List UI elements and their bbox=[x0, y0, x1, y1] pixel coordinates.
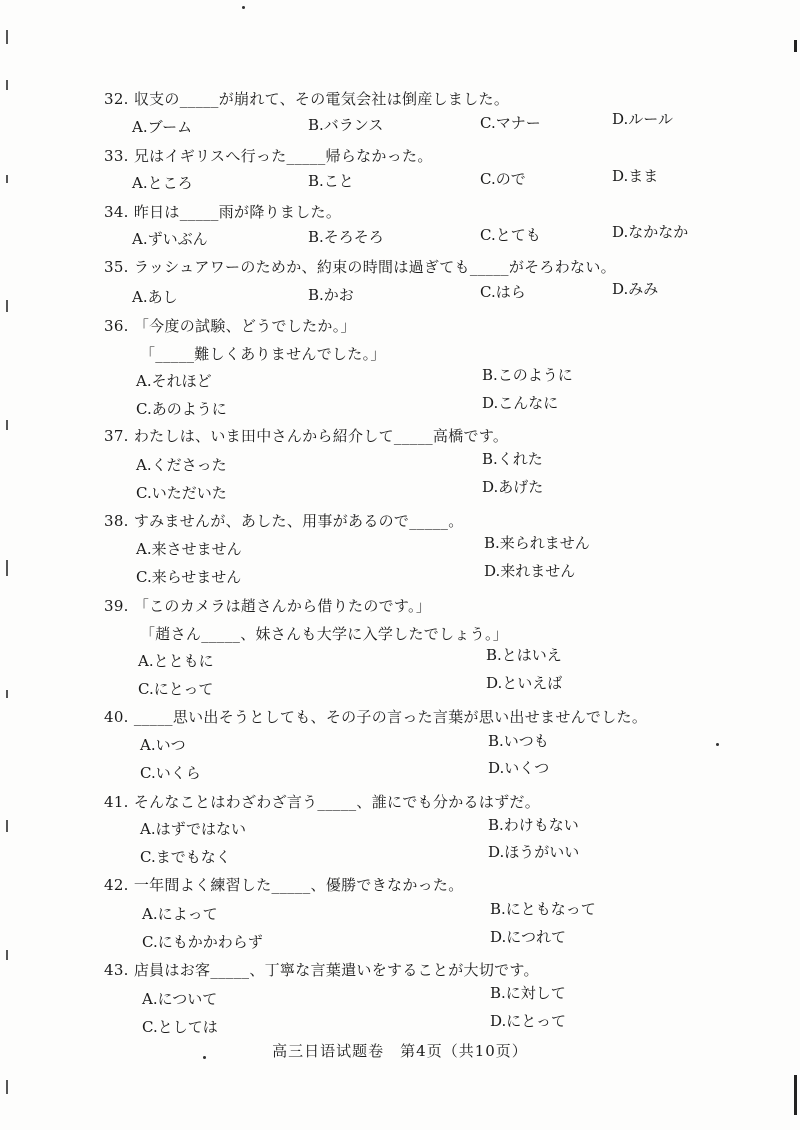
scan-speck bbox=[203, 1056, 206, 1059]
q42-option-a: A.によって bbox=[142, 905, 218, 923]
scan-speck bbox=[242, 6, 245, 9]
q37-option-c: C.いただいた bbox=[136, 484, 227, 502]
left-binding-marks bbox=[4, 0, 14, 1130]
q38-option-a: A.来させません bbox=[136, 540, 242, 558]
q38-option-c: C.来らせません bbox=[136, 568, 242, 586]
q35-option-b: B.かお bbox=[308, 286, 354, 304]
question-32: 32. 収支の_____が崩れて、その電気会社は倒産しました。 bbox=[104, 90, 510, 108]
q40-option-d: D.いくつ bbox=[488, 759, 550, 777]
q41-option-c: C.までもなく bbox=[140, 848, 231, 866]
page-footer: 高三日语试题卷 第4页（共10页） bbox=[272, 1042, 528, 1060]
q34-option-c: C.とても bbox=[480, 226, 541, 244]
q33-option-d: D.まま bbox=[612, 167, 659, 185]
q37-option-b: B.くれた bbox=[482, 450, 543, 468]
q40-option-c: C.いくら bbox=[140, 764, 201, 782]
q43-option-b: B.に対して bbox=[490, 984, 566, 1002]
q39-option-d: D.といえば bbox=[486, 674, 563, 692]
q43-option-c: C.としては bbox=[142, 1018, 218, 1036]
q35-option-d: D.みみ bbox=[612, 280, 659, 298]
q38-option-d: D.来れません bbox=[484, 562, 576, 580]
question-33: 33. 兄はイギリスへ行った_____帰らなかった。 bbox=[104, 147, 433, 165]
q38-option-b: B.来られません bbox=[484, 534, 590, 552]
q37-option-d: D.あげた bbox=[482, 478, 544, 496]
question-34: 34. 昨日は_____雨が降りました。 bbox=[104, 203, 342, 221]
q43-option-a: A.について bbox=[142, 990, 218, 1008]
q39-option-c: C.にとって bbox=[138, 680, 214, 698]
q42-option-b: B.にともなって bbox=[490, 900, 596, 918]
q32-option-d: D.ルール bbox=[612, 110, 673, 128]
q37-option-a: A.くださった bbox=[136, 456, 227, 474]
question-38: 38. すみませんが、あした、用事があるので_____。 bbox=[104, 512, 464, 530]
q36-option-b: B.このように bbox=[482, 366, 573, 384]
q35-option-c: C.はら bbox=[480, 283, 526, 301]
question-41: 41. そんなことはわざわざ言う_____、誰にでも分かるはずだ。 bbox=[104, 793, 541, 811]
q33-option-b: B.こと bbox=[308, 172, 354, 190]
q36-option-a: A.それほど bbox=[136, 372, 212, 390]
question-35: 35. ラッシュアワーのためか、約束の時間は過ぎても_____がそろわない。 bbox=[104, 258, 616, 276]
question-36: 36. 「今度の試験、どうでしたか。」 bbox=[104, 317, 356, 335]
q42-option-d: D.につれて bbox=[490, 928, 566, 946]
q32-option-c: C.マナー bbox=[480, 114, 541, 132]
right-edge-marks bbox=[792, 0, 798, 1130]
question-36-reply: 「_____難しくありませんでした。」 bbox=[140, 345, 386, 363]
q43-option-d: D.にとって bbox=[490, 1012, 566, 1030]
q34-option-d: D.なかなか bbox=[612, 223, 689, 241]
question-40: 40. _____思い出そうとしても、その子の言った言葉が思い出せませんでした。 bbox=[104, 708, 648, 726]
q41-option-b: B.わけもない bbox=[488, 816, 579, 834]
q32-option-b: B.バランス bbox=[308, 116, 384, 134]
q40-option-a: A.いつ bbox=[140, 736, 186, 754]
q42-option-c: C.にもかかわらず bbox=[142, 933, 263, 951]
q36-option-d: D.こんなに bbox=[482, 394, 559, 412]
q40-option-b: B.いつも bbox=[488, 732, 549, 750]
q41-option-d: D.ほうがいい bbox=[488, 843, 580, 861]
q35-option-a: A.あし bbox=[132, 288, 178, 306]
question-43: 43. 店員はお客_____、丁寧な言葉遣いをすることが大切です。 bbox=[104, 961, 539, 979]
q33-option-c: C.ので bbox=[480, 170, 526, 188]
question-39-reply: 「趙さん_____、妹さんも大学に入学したでしょう。」 bbox=[140, 625, 509, 643]
scan-speck bbox=[716, 743, 719, 746]
q36-option-c: C.あのように bbox=[136, 400, 227, 418]
question-42: 42. 一年間よく練習した_____、優勝できなかった。 bbox=[104, 876, 464, 894]
q32-option-a: A.ブーム bbox=[132, 118, 193, 136]
q34-option-a: A.ずいぶん bbox=[132, 230, 208, 248]
q39-option-a: A.とともに bbox=[138, 652, 214, 670]
question-39: 39. 「このカメラは趙さんから借りたのです。」 bbox=[104, 597, 432, 615]
q34-option-b: B.そろそろ bbox=[308, 228, 384, 246]
question-37: 37. わたしは、いま田中さんから紹介して_____高橋です。 bbox=[104, 427, 509, 445]
q41-option-a: A.はずではない bbox=[140, 820, 247, 838]
q33-option-a: A.ところ bbox=[132, 174, 193, 192]
q39-option-b: B.とはいえ bbox=[486, 646, 562, 664]
